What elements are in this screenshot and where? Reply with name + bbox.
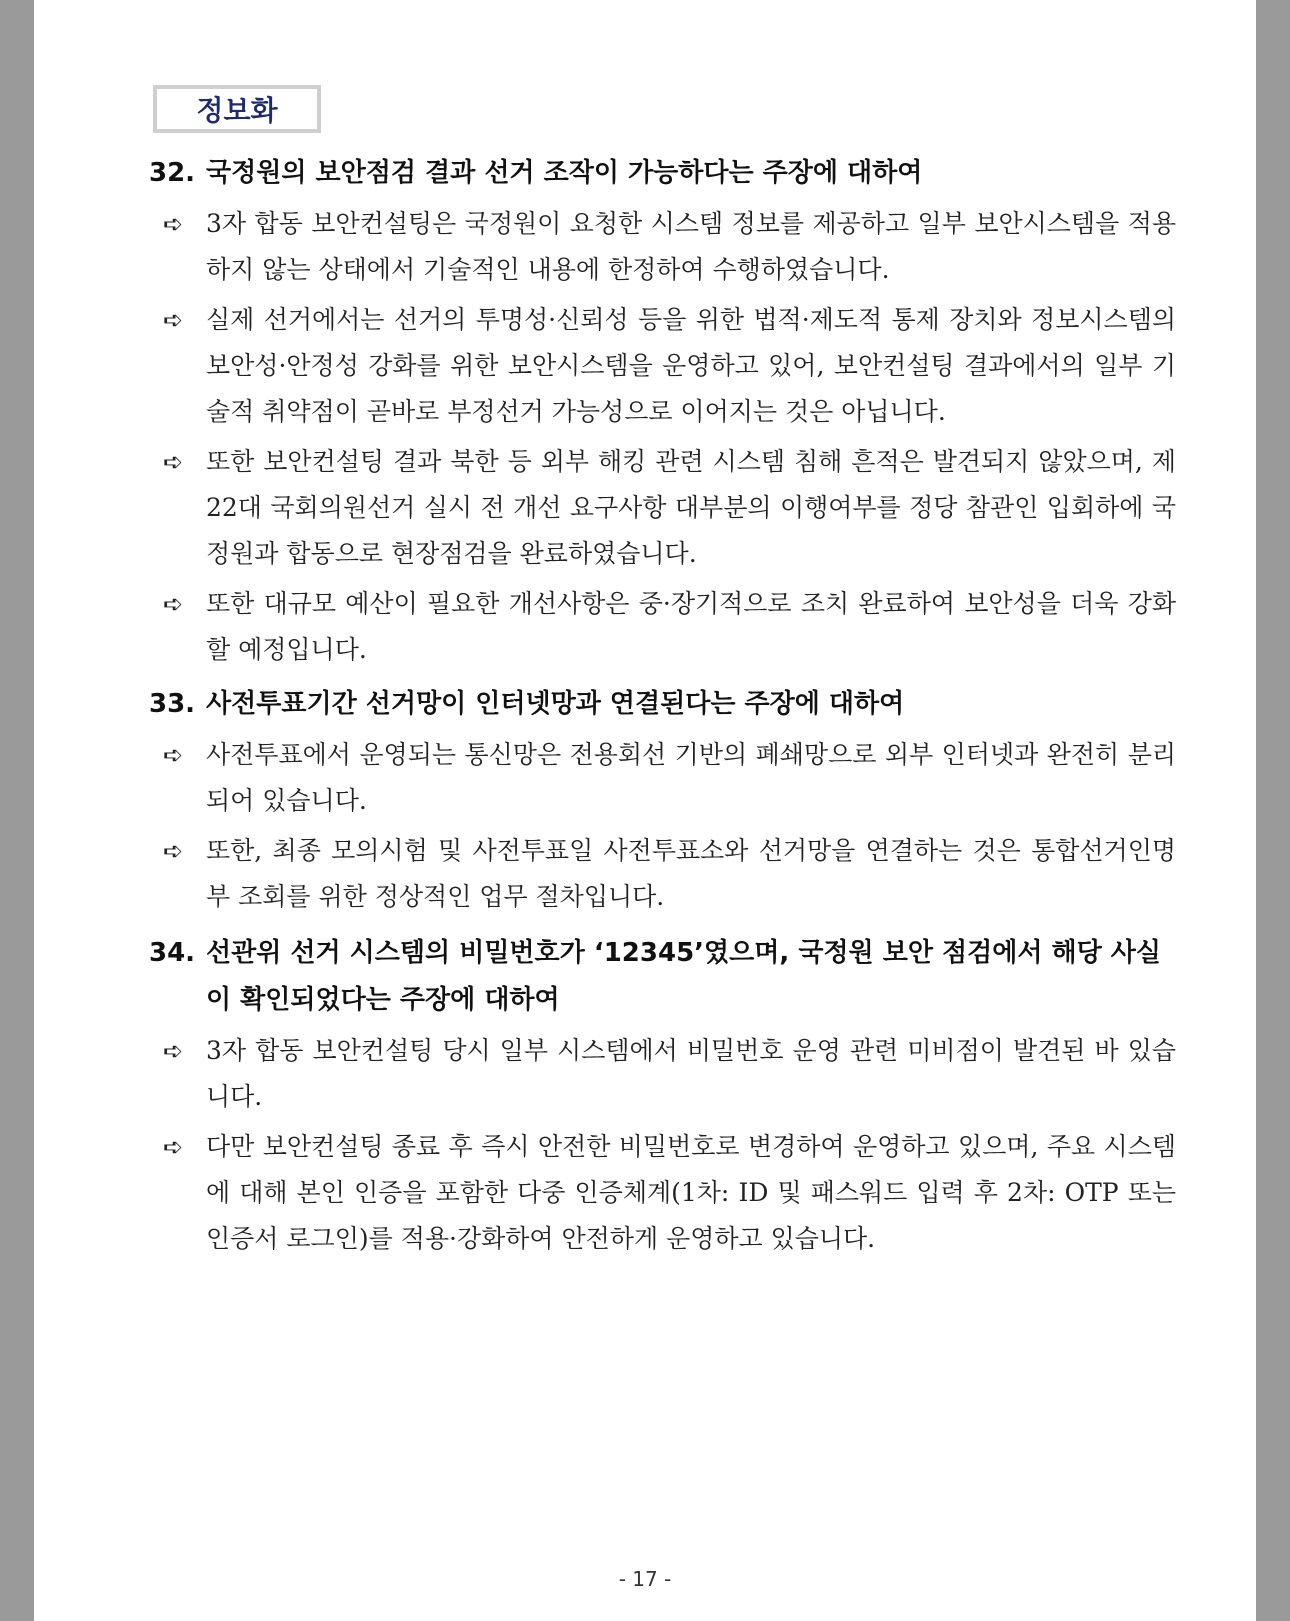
bullet-item — [149, 297, 1176, 435]
bullet-item — [149, 1124, 1176, 1262]
bullet-item — [149, 828, 1176, 920]
section-number: 32. — [149, 158, 196, 188]
section-title: 사전투표기간 선거망이 인터넷망과 연결된다는 주장에 대하여 — [206, 689, 905, 719]
bullet-text: 3자 합동 보안컨설팅 당시 일부 시스템에서 비밀번호 운영 관련 미비점이 발견된 바 있습니다. — [206, 1036, 1176, 1111]
bullet-text: 3자 합동 보안컨설팅은 국정원이 요청한 시스템 정보를 제공하고 일부 보안시스템을 적용하지 않는 상태에서 기술적인 내용에 한정하여 수행하였습니다. — [206, 209, 1176, 284]
bullet-item — [149, 1028, 1176, 1120]
bullet-text: 실제 선거에서는 선거의 투명성·신뢰성 등을 위한 법적·제도적 통제 장치와 정보시스템의 보안성·안정성 강화를 위한 보안시스템을 운영하고 있어, 보안컨설팅 결과에서의 일부 기술적 취약점이 곧바로 부정선거 가능성으로 이어지는 것은 아닙니다. — [206, 305, 1176, 426]
bullet-text: 사전투표에서 운영되는 통신망은 전용회선 기반의 폐쇄망으로 외부 인터넷과 완전히 분리되어 있습니다. — [206, 740, 1176, 815]
section-title: 국정원의 보안점검 결과 선거 조작이 가능하다는 주장에 대하여 — [206, 158, 923, 188]
bullet-text: 또한, 최종 모의시험 및 사전투표일 사전투표소와 선거망을 연결하는 것은 통합선거인명부 조회를 위한 정상적인 업무 절차입니다. — [206, 836, 1176, 911]
right-arrow-icon: ➪ — [163, 306, 184, 334]
section-heading — [149, 150, 1176, 197]
document-page — [34, 0, 1256, 1621]
section-number: 33. — [149, 689, 196, 719]
right-arrow-icon: ➪ — [163, 837, 184, 865]
right-arrow-icon: ➪ — [163, 1037, 184, 1065]
section-number: 34. — [149, 938, 196, 968]
bullet-item — [149, 732, 1176, 824]
bullet-item — [149, 581, 1176, 673]
section-title: 선관위 선거 시스템의 비밀번호가 ‘12345’였으며, 국정원 보안 점검에서 해당 사실이 확인되었다는 주장에 대하여 — [206, 938, 1162, 1015]
section-heading — [149, 930, 1176, 1024]
page-number: - 17 - — [618, 1567, 672, 1591]
bullet-text: 다만 보안컨설팅 종료 후 즉시 안전한 비밀번호로 변경하여 운영하고 있으며, 주요 시스템에 대해 본인 인증을 포함한 다중 인증체계(1차: ID 및 패스워드 입력 후 2차: OTP 또는 인증서 로그인)를 적용·강화하여 안전하게 운영하고 있습니다. — [206, 1132, 1176, 1253]
category-tag: 정보화 — [153, 85, 321, 133]
right-arrow-icon: ➪ — [163, 448, 184, 476]
right-arrow-icon: ➪ — [163, 590, 184, 618]
document-body — [149, 150, 1176, 1262]
bullet-text: 또한 보안컨설팅 결과 북한 등 외부 해킹 관련 시스템 침해 흔적은 발견되지 않았으며, 제22대 국회의원선거 실시 전 개선 요구사항 대부분의 이행여부를 정당 참관인 입회하에 국정원과 합동으로 현장점검을 완료하였습니다. — [206, 447, 1176, 568]
right-arrow-icon: ➪ — [163, 210, 184, 238]
section-heading — [149, 681, 1176, 728]
right-arrow-icon: ➪ — [163, 1133, 184, 1161]
bullet-text: 또한 대규모 예산이 필요한 개선사항은 중·장기적으로 조치 완료하여 보안성을 더욱 강화할 예정입니다. — [206, 589, 1176, 664]
bullet-item — [149, 201, 1176, 293]
right-arrow-icon: ➪ — [163, 741, 184, 769]
bullet-item — [149, 439, 1176, 577]
